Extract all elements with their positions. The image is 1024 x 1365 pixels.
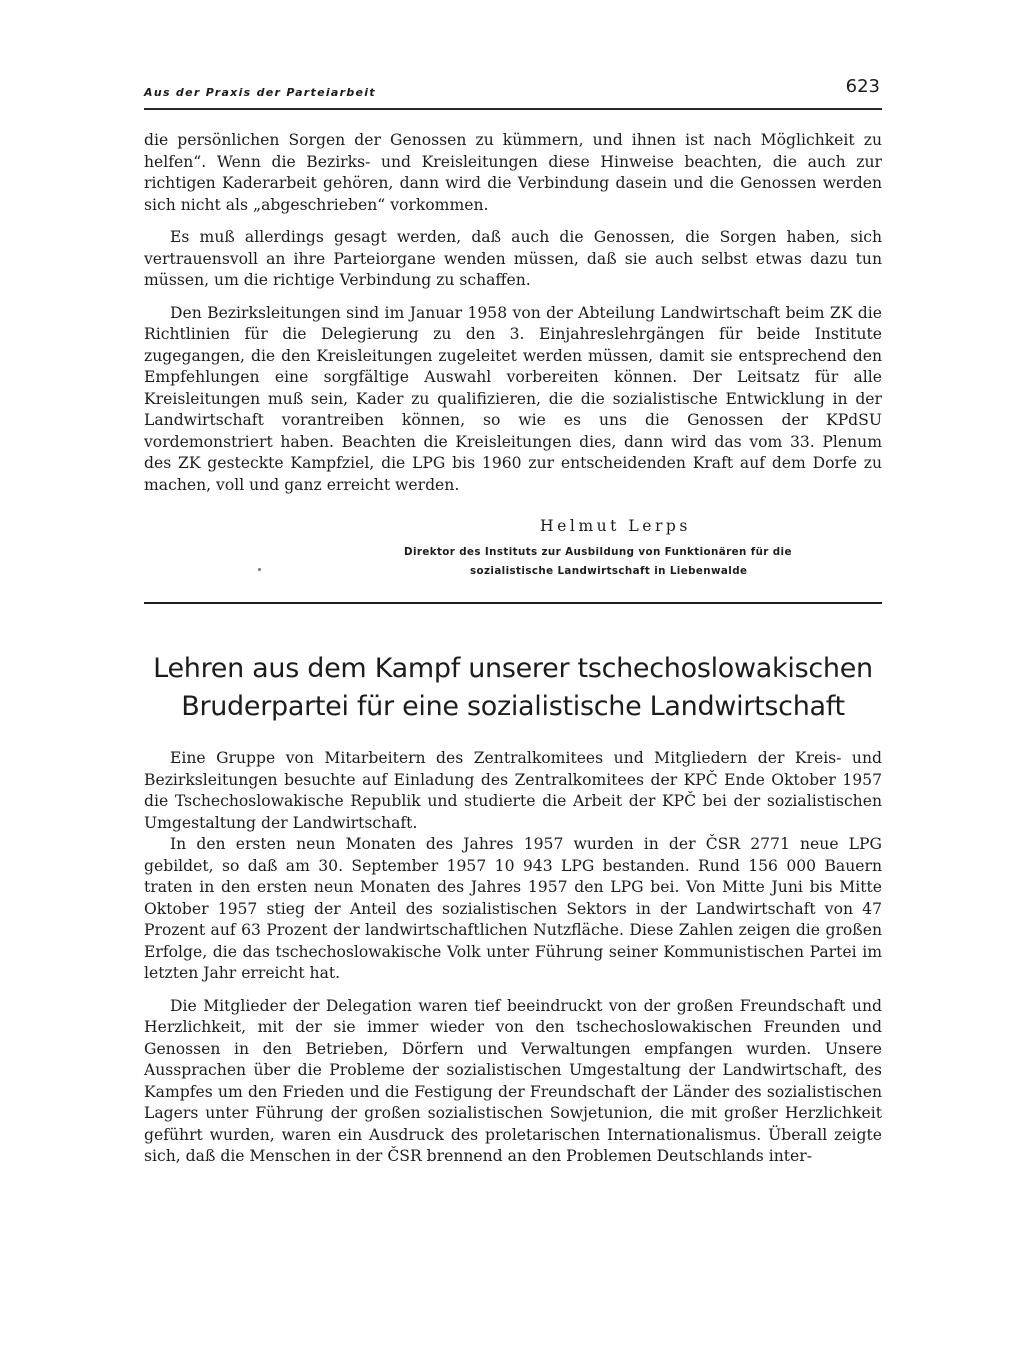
paragraph: die persönlichen Sorgen der Genossen zu kümmern, und ihnen ist nach Möglichkeit zu helfen“. Wenn die Bezirks- und Kreisleitungen diese Hinweise beachten, die auch zur richtigen Kaderarbeit gehören, dann wird die Verbindung dasein und die Genossen werden sich nicht als „abgeschrieben“ vorkommen. <box>144 131 882 214</box>
previous-article-ending <box>144 130 882 496</box>
author-signature: Helmut Lerps <box>540 517 691 535</box>
affiliation-line: sozialistische Landwirtschaft in Liebenwalde <box>470 565 748 577</box>
article-title-line: Lehren aus dem Kampf unserer tschechoslowakischen <box>153 653 873 684</box>
paragraph: Den Bezirksleitungen sind im Januar 1958 von der Abteilung Landwirtschaft beim ZK die Richtlinien für die Delegierung zu den 3. Einjahreslehrgängen für beide Institute zugegangen, die den Kreisleitungen zugeleitet werden müssen, damit sie entsprechend den Empfehlungen eine sorgfältige Auswahl vorbereiten können. Der Leitsatz für alle Kreisleitungen muß sein, Kader zu qualifizieren, die die sozialistische Entwicklung in der Landwirtschaft vorantreiben können, so wie es uns die Genossen der KPdSU vordemonstriert haben. Beachten die Kreisleitungen dies, dann wird das vom 33. Plenum des ZK gesteckte Kampfziel, die LPG bis 1960 zur entscheidenden Kraft auf dem Dorfe zu machen, voll und ganz erreicht werden. <box>144 303 882 494</box>
running-header <box>144 76 882 110</box>
paragraph: Eine Gruppe von Mitarbeitern des Zentralkomitees und Mitgliedern der Kreis- und Bezirksleitungen besuchte auf Einladung des Zentralkomitees der KPČ Ende Oktober 1957 die Tschechoslowakische Republik und studierte die Arbeit der KPČ bei der sozialistischen Umgestaltung der Landwirtschaft. <box>144 749 882 832</box>
page-number: 623 <box>845 76 880 97</box>
author-affiliation <box>404 543 884 581</box>
article-body <box>144 748 882 1168</box>
section-divider <box>144 602 882 604</box>
paragraph: Die Mitglieder der Delegation waren tief beeindruckt von der großen Freundschaft und Herzlichkeit, mit der sie immer wieder von den tschechoslowakischen Freunden und Genossen in den Betrieben, Dörfern und Verwaltungen empfangen wurden. Unsere Aussprachen über die Probleme der sozialistischen Umgestaltung der Landwirtschaft, des Kampfes um den Frieden und die Festigung der Freundschaft der Länder des sozialistischen Lagers unter Führung der großen sozialistischen Sowjetunion, die mit großer Herzlichkeit geführt wurden, waren ein Ausdruck des proletarischen Internationalismus. Überall zeigte sich, daß die Menschen in der ČSR brennend an den Problemen Deutschlands inter- <box>144 996 882 1165</box>
running-title: Aus der Praxis der Parteiarbeit <box>144 86 376 99</box>
print-speck <box>258 568 261 571</box>
paragraph: Es muß allerdings gesagt werden, daß auch die Genossen, die Sorgen haben, sich vertrauensvoll an ihre Parteiorgane wenden müssen, daß sie auch selbst etwas dazu tun müssen, um die richtige Verbindung zu schaffen. <box>144 228 882 289</box>
affiliation-line: Direktor des Instituts zur Ausbildung von Funktionären für die <box>404 546 792 558</box>
article-title <box>128 650 898 726</box>
paragraph: In den ersten neun Monaten des Jahres 1957 wurden in der ČSR 2771 neue LPG gebildet, so daß am 30. September 1957 10 943 LPG bestanden. Rund 156 000 Bauern traten in den ersten neun Monaten des Jahres 1957 den LPG bei. Von Mitte Juni bis Mitte Oktober 1957 stieg der Anteil des sozialistischen Sektors in der Landwirtschaft von 47 Prozent auf 63 Prozent der landwirtschaftlichen Nutzfläche. Diese Zahlen zeigen die großen Erfolge, die das tschechoslowakische Volk unter Führung seiner Kommunistischen Partei im letzten Jahr erreicht hat. <box>144 835 882 982</box>
article-title-line: Bruderpartei für eine sozialistische Landwirtschaft <box>181 691 845 722</box>
